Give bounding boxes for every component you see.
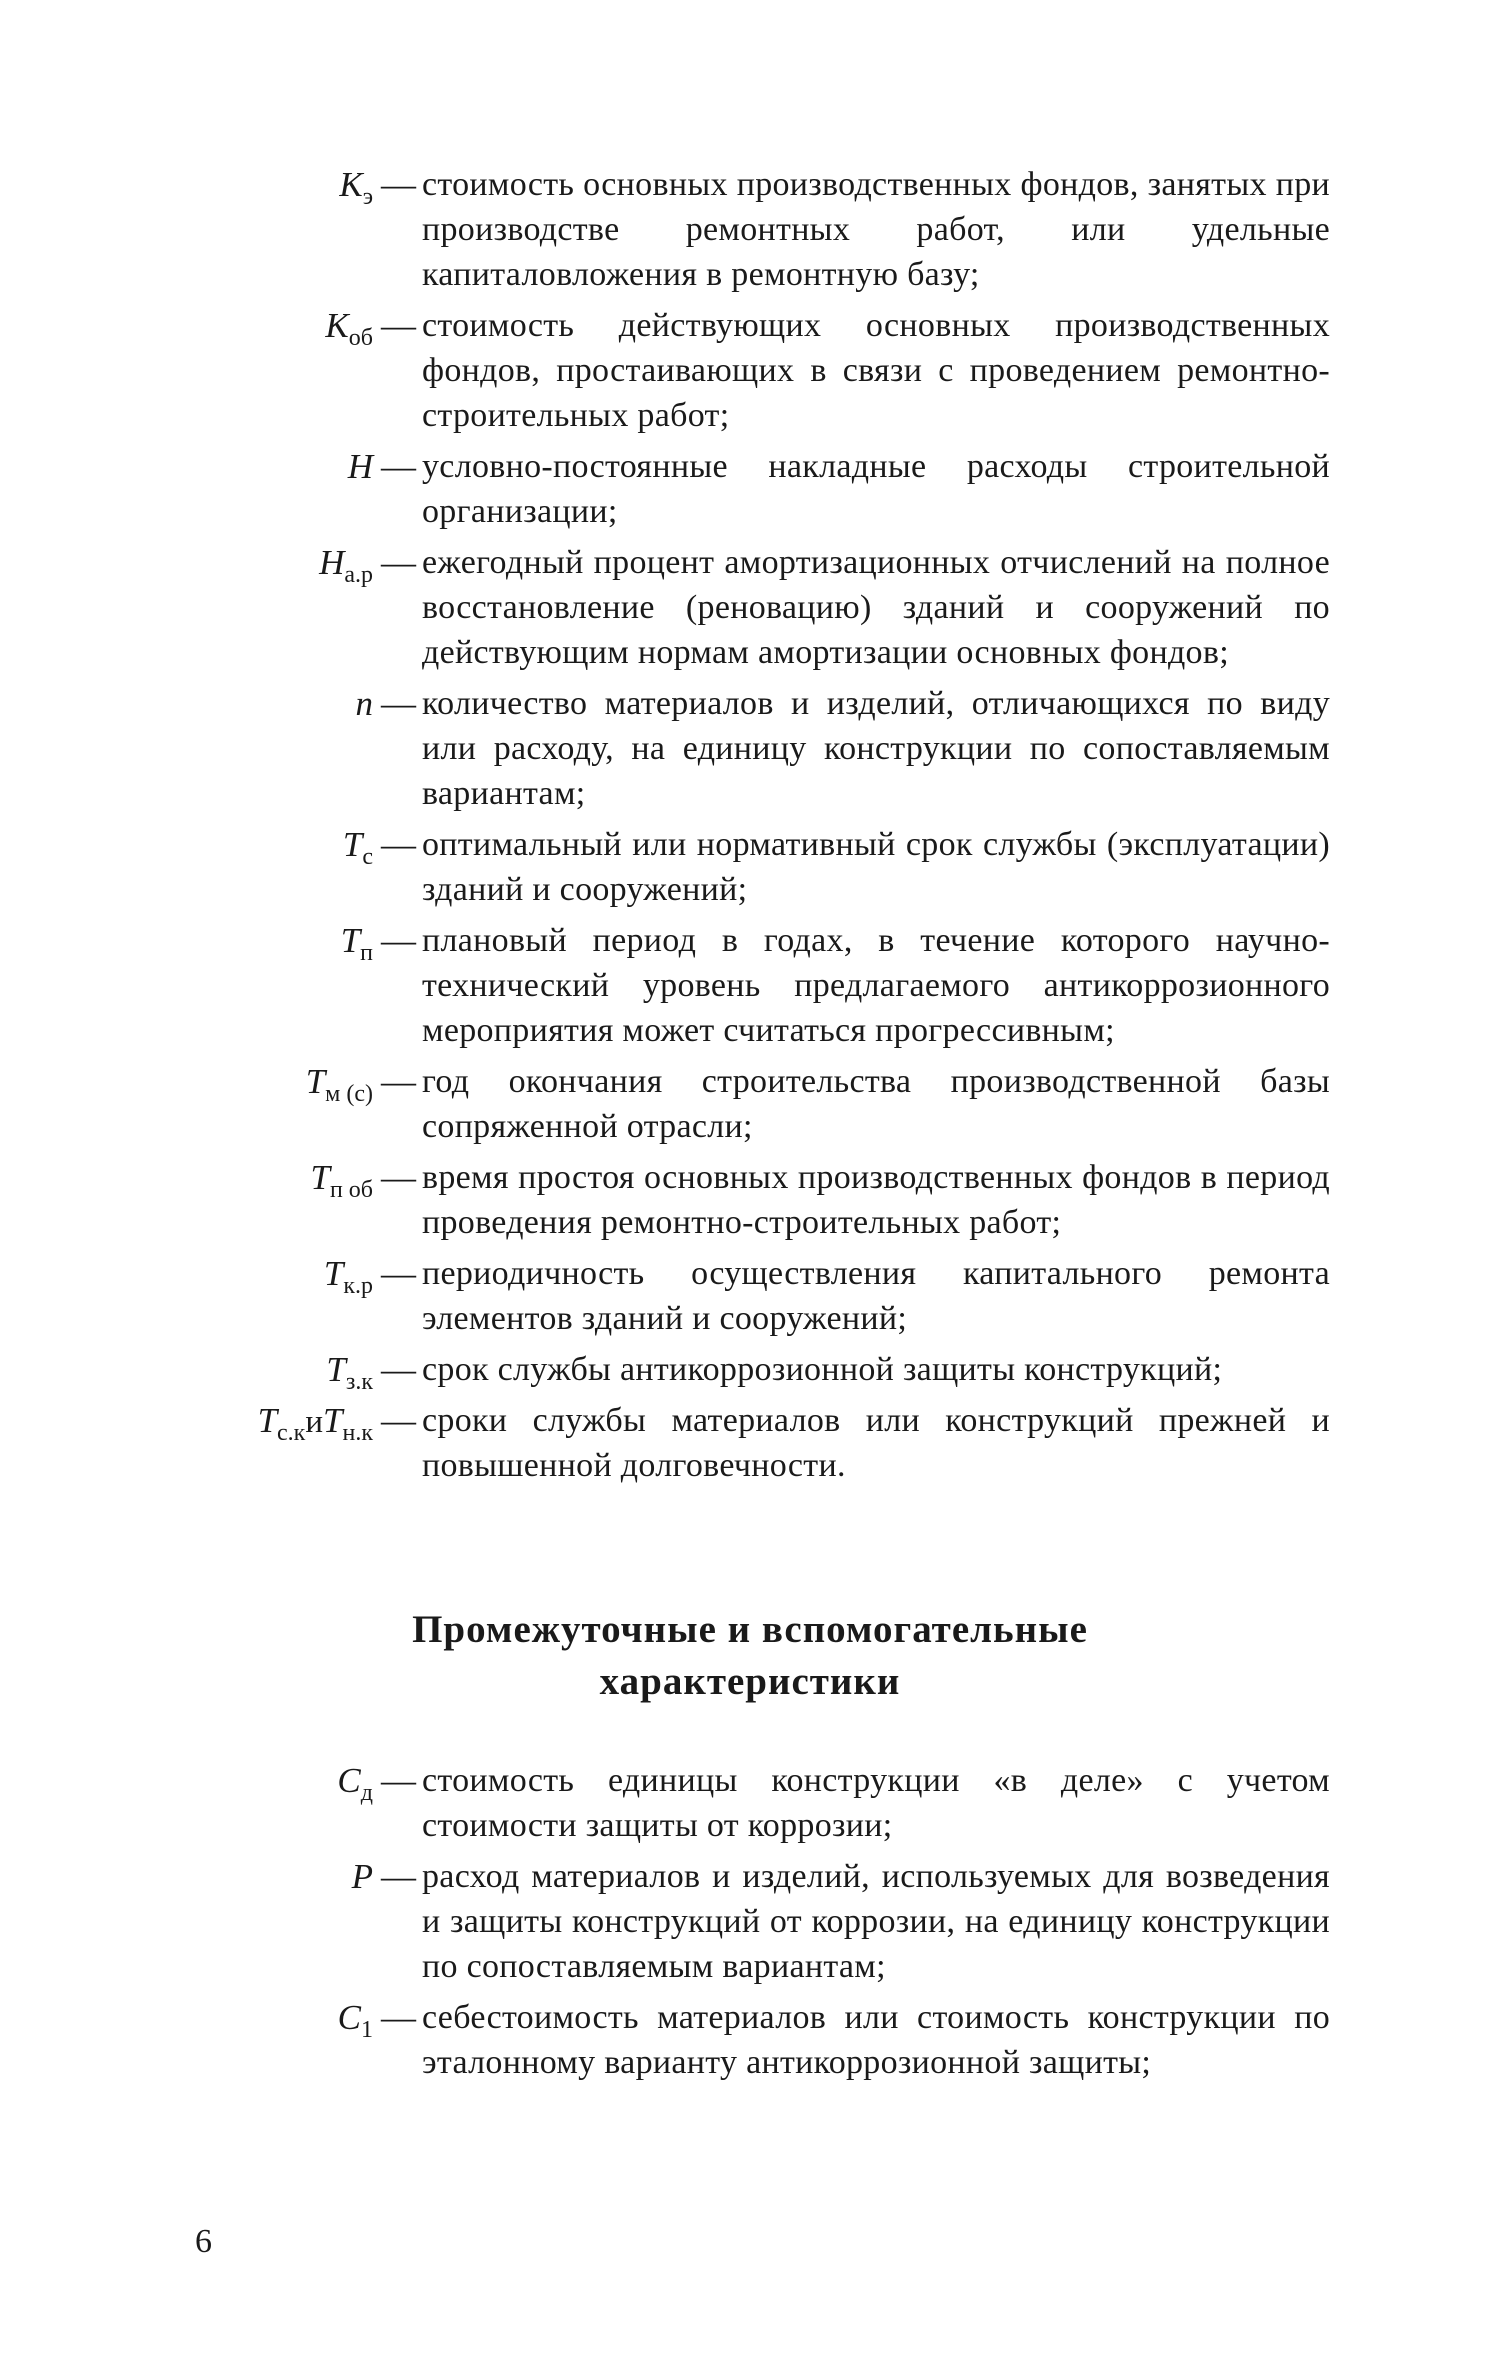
- definition-symbol: $T_{м (с)}$: [305, 1062, 373, 1107]
- definition-item: [0, 1155, 1330, 1245]
- dash: —: [381, 921, 416, 960]
- dash: —: [381, 825, 416, 864]
- definition-symbol: H: [347, 447, 373, 486]
- definition-item: [0, 1758, 1330, 1848]
- dash: —: [381, 1857, 416, 1896]
- definition-text: срок службы антикоррозионной защиты конструкций;: [422, 1351, 1223, 1388]
- definition-symbol: $T_с$: [342, 825, 373, 870]
- dash: —: [381, 1401, 416, 1440]
- definition-symbol: $K_э$: [339, 165, 373, 210]
- definition-text: условно-постоянные накладные расходы строительной организации;: [422, 448, 1330, 530]
- definition-text: стоимость действующих основных производственных фондов, простаивающих в связи с проведением ремонтно-строительных работ;: [422, 307, 1330, 434]
- definition-symbol: n: [355, 684, 373, 723]
- definition-symbol: $T_п$: [340, 921, 373, 966]
- definition-text: оптимальный или нормативный срок службы (эксплуатации) зданий и сооружений;: [422, 826, 1330, 908]
- definitions-list-1: [0, 162, 1500, 1494]
- definition-text: стоимость единицы конструкции «в деле» с учетом стоимости защиты от коррозии;: [422, 1762, 1330, 1844]
- page-number: 6: [195, 2223, 212, 2260]
- definitions-list-2: [0, 1758, 1500, 2091]
- definition-symbol: $C_1$: [337, 1998, 373, 2043]
- section-heading-line-2: характеристики: [599, 1660, 901, 1703]
- definition-item: [0, 681, 1330, 816]
- dash: —: [381, 1254, 416, 1293]
- definition-symbol: $K_{об}$: [325, 306, 373, 351]
- dash: —: [381, 1998, 416, 2037]
- section-heading: [0, 1604, 1500, 1708]
- dash: —: [381, 1350, 416, 1389]
- dash: —: [381, 1062, 416, 1101]
- definition-symbol: $H_{а.р}$: [319, 543, 373, 588]
- definition-item: [0, 1347, 1330, 1395]
- definition-text: расход материалов и изделий, используемых для возведения и защиты конструкций от коррозии, на единицу конструкции по сопоставляемым вариантам;: [422, 1858, 1330, 1985]
- definition-item: [0, 444, 1330, 534]
- definition-text: год окончания строительства производственной базы сопряженной отрасли;: [422, 1063, 1330, 1145]
- definition-text: периодичность осуществления капитального ремонта элементов зданий и сооружений;: [422, 1255, 1330, 1337]
- definition-symbol: $C_д$: [337, 1761, 373, 1806]
- definition-item: [0, 303, 1330, 438]
- section-heading-line-1: Промежуточные и вспомогательные: [412, 1608, 1088, 1651]
- definition-item: [0, 1995, 1330, 2085]
- definition-text: количество материалов и изделий, отличающихся по виду или расходу, на единицу конструкции по сопоставляемым вариантам;: [422, 685, 1330, 812]
- definition-text: себестоимость материалов или стоимость конструкции по эталонному варианту антикоррозионной защиты;: [422, 1999, 1330, 2081]
- definition-text: время простоя основных производственных фондов в период проведения ремонтно-строительных работ;: [422, 1159, 1330, 1241]
- dash: —: [381, 543, 416, 582]
- definition-symbol: $T_{к.р}$: [323, 1254, 373, 1299]
- dash: —: [381, 1158, 416, 1197]
- definition-item: [0, 1398, 1330, 1488]
- dash: —: [381, 447, 416, 486]
- definition-symbol: $T_{с.к}иT_{н.к}$: [257, 1401, 373, 1446]
- dash: —: [381, 165, 416, 204]
- definition-text: ежегодный процент амортизационных отчислений на полное восстановление (реновацию) зданий и сооружений по действующим нормам амортизации основных фондов;: [422, 544, 1330, 671]
- definition-text: плановый период в годах, в течение которого научно-технический уровень предлагаемого антикоррозионного мероприятия может считаться прогрессивным;: [422, 922, 1330, 1049]
- definition-item: [0, 918, 1330, 1053]
- definition-item: [0, 1059, 1330, 1149]
- definition-symbol: $T_{п об}$: [310, 1158, 373, 1203]
- dash: —: [381, 684, 416, 723]
- dash: —: [381, 1761, 416, 1800]
- definition-item: [0, 1251, 1330, 1341]
- definition-item: [0, 540, 1330, 675]
- definition-item: [0, 1854, 1330, 1989]
- definition-item: [0, 822, 1330, 912]
- definition-text: стоимость основных производственных фондов, занятых при производстве ремонтных работ, или удельные капиталовложения в ремонтную базу;: [422, 166, 1330, 293]
- definition-symbol: $T_{з.к}$: [326, 1350, 373, 1395]
- definition-item: [0, 162, 1330, 297]
- definition-symbol: P: [351, 1857, 373, 1896]
- dash: —: [381, 306, 416, 345]
- definition-text: сроки службы материалов или конструкций прежней и повышенной долговечности.: [422, 1402, 1330, 1484]
